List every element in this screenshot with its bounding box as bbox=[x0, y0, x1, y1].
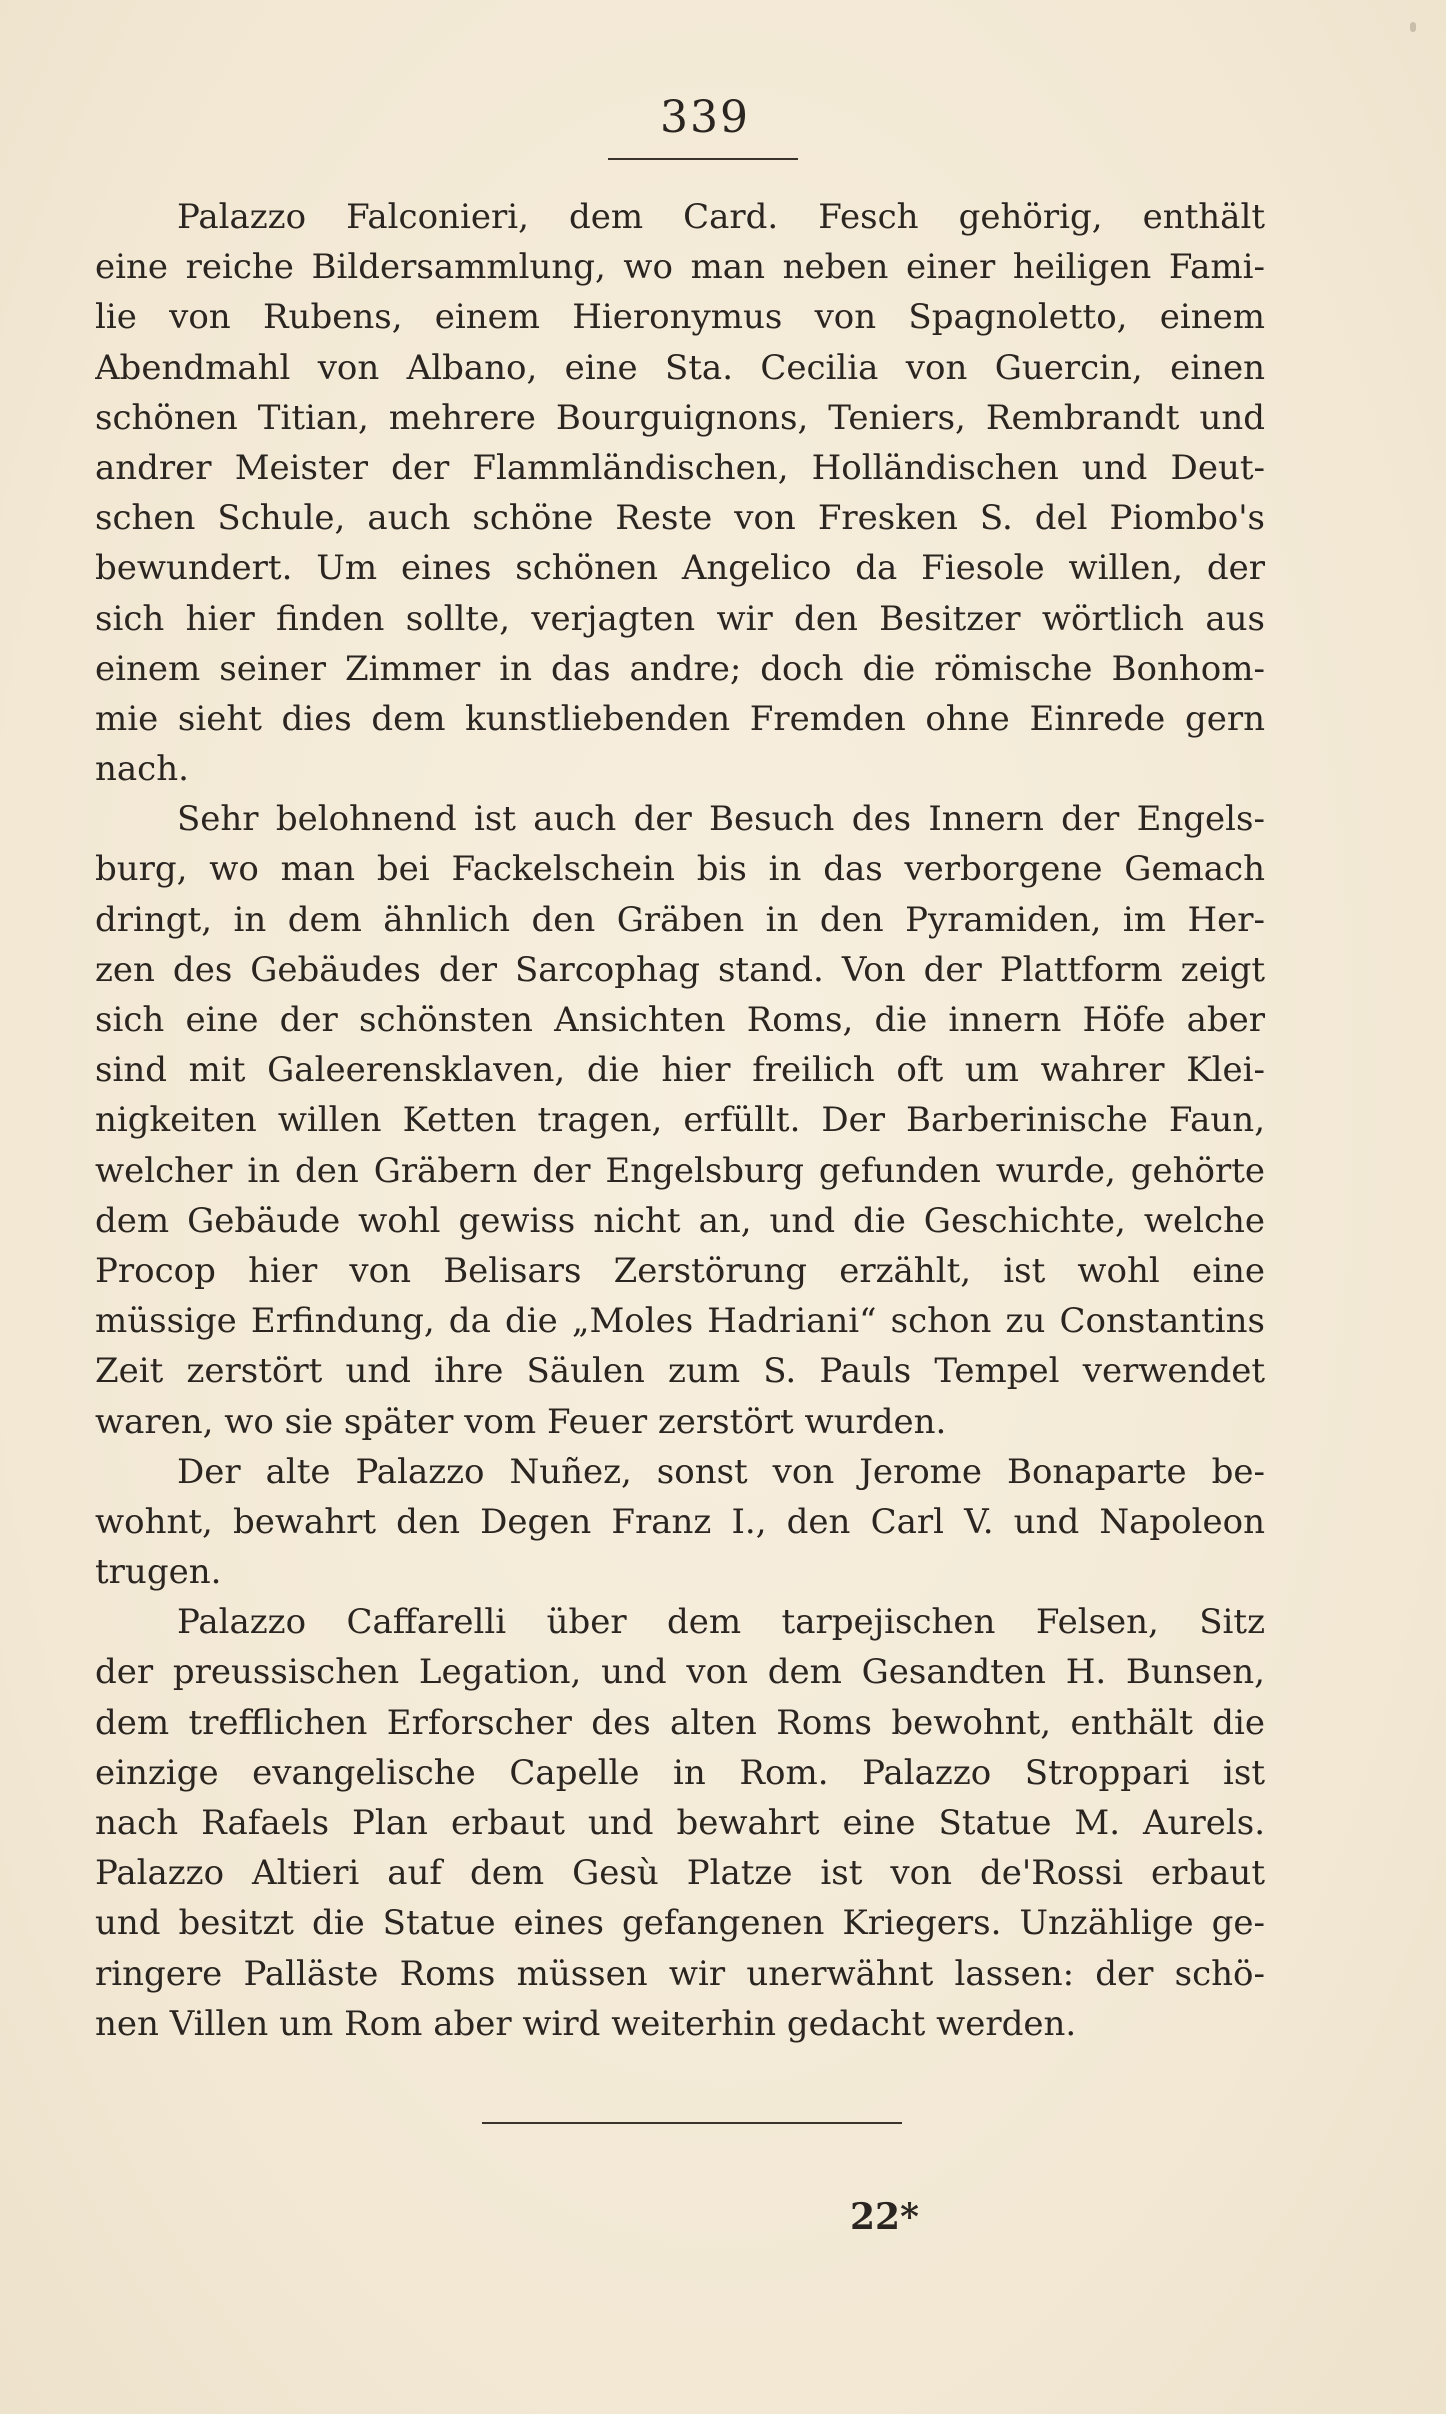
text-line: welcher in den Gräbern der Engelsburg gefunden wurde, gehörte bbox=[95, 1150, 1265, 1191]
text-line: eine reiche Bildersammlung, wo man neben einer heiligen Fami- bbox=[95, 247, 1265, 288]
text-line: zen des Gebäudes der Sarcophag stand. Von der Plattform zeigt bbox=[95, 949, 1265, 990]
text-line: Der alte Palazzo Nuñez, sonst von Jerome Bonaparte be- bbox=[177, 1451, 1265, 1492]
text-line: Sehr belohnend ist auch der Besuch des Innern der Engels- bbox=[177, 799, 1265, 840]
text-line: sich hier finden sollte, verjagten wir den Besitzer wörtlich aus bbox=[95, 598, 1265, 639]
text-line: müssige Erfindung, da die „Moles Hadriani“ schon zu Constantins bbox=[95, 1301, 1265, 1342]
text-line: sich eine der schönsten Ansichten Roms, die innern Höfe aber bbox=[95, 1000, 1265, 1040]
text-line: dem trefflichen Erforscher des alten Roms bewohnt, enthält die bbox=[95, 1702, 1265, 1743]
text-line: ringere Palläste Roms müssen wir unerwähnt lassen: der schö- bbox=[95, 1953, 1265, 1994]
text-line: dem Gebäude wohl gewiss nicht an, und die Geschichte, welche bbox=[95, 1200, 1265, 1241]
footer-rule bbox=[482, 2122, 902, 2124]
text-line: Palazzo Altieri auf dem Gesù Platze ist von de'Rossi erbaut bbox=[95, 1853, 1265, 1894]
text-line: nach. bbox=[95, 749, 189, 790]
text-line: nen Villen um Rom aber wird weiterhin gedacht werden. bbox=[95, 2003, 1077, 2044]
text-line: Palazzo Caffarelli über dem tarpejischen Felsen, Sitz bbox=[177, 1602, 1265, 1643]
text-line: burg, wo man bei Fackelschein bis in das verborgene Gemach bbox=[95, 849, 1265, 890]
text-line: Zeit zerstört und ihre Säulen zum S. Pauls Tempel verwendet bbox=[95, 1351, 1265, 1392]
text-line: waren, wo sie später vom Feuer zerstört wurden. bbox=[95, 1401, 947, 1442]
paper-speck bbox=[1410, 22, 1416, 32]
text-line: Abendmahl von Albano, eine Sta. Cecilia von Guercin, einen bbox=[95, 347, 1265, 388]
text-line: lie von Rubens, einem Hieronymus von Spagnoletto, einem bbox=[95, 297, 1265, 338]
text-line: mie sieht dies dem kunstliebenden Fremden ohne Einrede gern bbox=[95, 698, 1265, 739]
text-line: andrer Meister der Flammländischen, Holländischen und Deut- bbox=[95, 447, 1265, 488]
text-line: dringt, in dem ähnlich den Gräben in den Pyramiden, im Her- bbox=[95, 899, 1265, 940]
body-text bbox=[95, 192, 1265, 2049]
text-line: und besitzt die Statue eines gefangenen Kriegers. Unzählige ge- bbox=[95, 1903, 1265, 1944]
text-line: sind mit Galeerensklaven, die hier freilich oft um wahrer Klei- bbox=[95, 1050, 1265, 1091]
text-line: einzige evangelische Capelle in Rom. Palazzo Stroppari ist bbox=[95, 1752, 1265, 1793]
text-line: schönen Titian, mehrere Bourguignons, Teniers, Rembrandt und bbox=[95, 397, 1265, 438]
text-line: Palazzo Falconieri, dem Card. Fesch gehörig, enthält bbox=[177, 197, 1265, 237]
signature-mark: 22* bbox=[850, 2196, 919, 2238]
page-number: 339 bbox=[660, 92, 750, 143]
text-line: Procop hier von Belisars Zerstörung erzählt, ist wohl eine bbox=[95, 1250, 1265, 1291]
text-line: der preussischen Legation, und von dem Gesandten H. Bunsen, bbox=[95, 1652, 1265, 1693]
text-line: wohnt, bewahrt den Degen Franz I., den Carl V. und Napoleon bbox=[95, 1501, 1265, 1542]
text-line: nigkeiten willen Ketten tragen, erfüllt. Der Barberinische Faun, bbox=[95, 1100, 1265, 1141]
header-rule bbox=[608, 158, 798, 160]
text-line: schen Schule, auch schöne Reste von Fresken S. del Piombo's bbox=[95, 498, 1265, 539]
text-line: trugen. bbox=[95, 1552, 222, 1593]
text-line: nach Rafaels Plan erbaut und bewahrt eine Statue M. Aurels. bbox=[95, 1803, 1265, 1843]
text-line: bewundert. Um eines schönen Angelico da Fiesole willen, der bbox=[95, 548, 1265, 589]
text-line: einem seiner Zimmer in das andre; doch die römische Bonhom- bbox=[95, 648, 1265, 689]
